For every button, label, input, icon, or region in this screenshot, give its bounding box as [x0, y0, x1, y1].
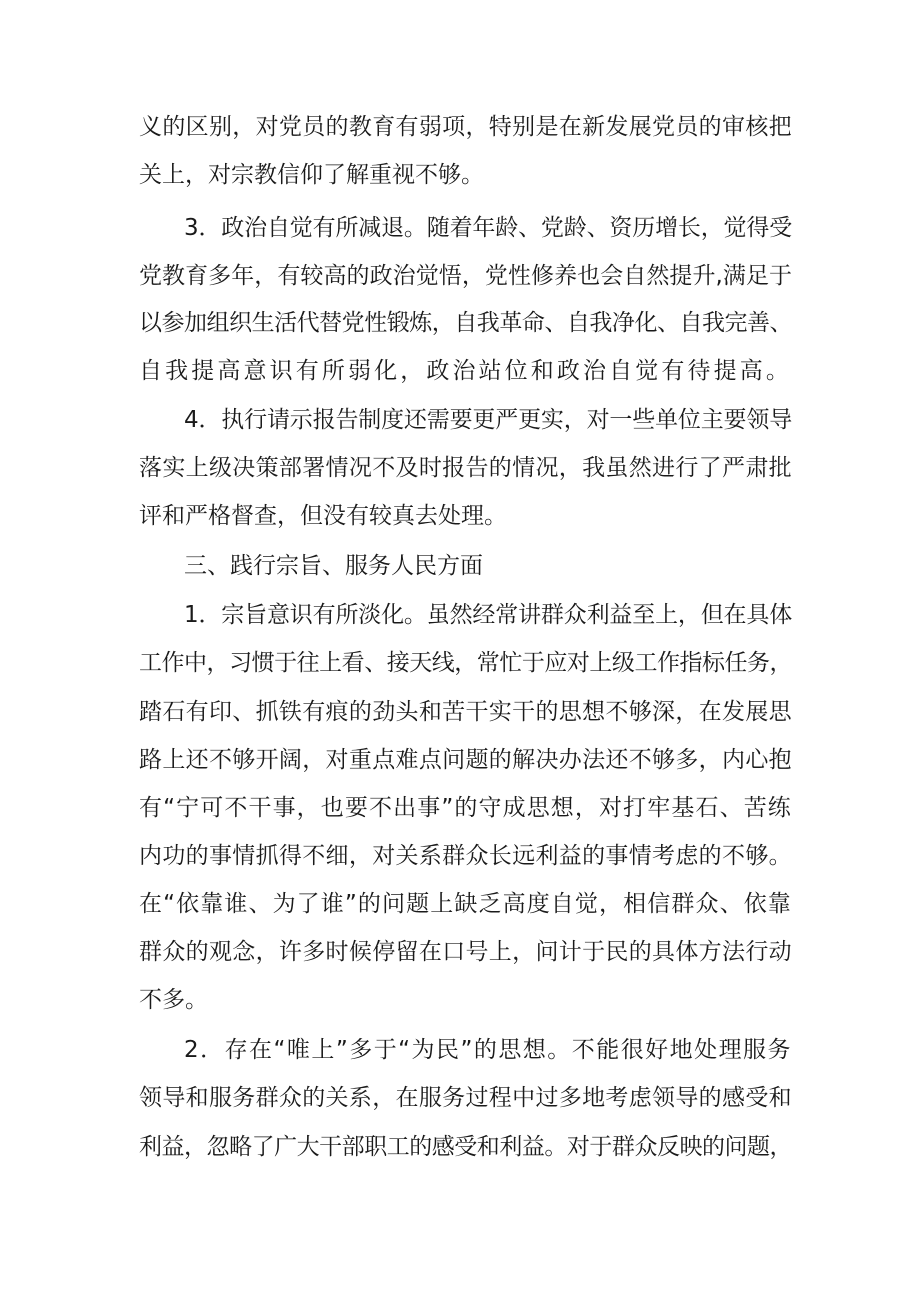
- line-text: 自我提高意识有所弱化，政治站位和政治自觉有待提高。: [139, 358, 792, 384]
- text-line: [0, 351, 920, 391]
- line-text: 2．存在“唯上”多于“为民”的思想。不能很好地处理服务: [184, 1037, 792, 1063]
- text-line: [0, 740, 920, 780]
- line-text: 1．宗旨意识有所淡化。虽然经常讲群众利益至上，但在具体: [184, 602, 793, 628]
- text-line: [0, 1078, 920, 1118]
- text-line: [0, 303, 920, 343]
- text-line: [0, 256, 920, 296]
- text-line: [0, 836, 920, 876]
- text-line: [0, 496, 920, 536]
- text-line: [0, 643, 920, 683]
- line-text: 踏石有印、抓铁有痕的劲头和苦干实干的思想不够深，在发展思: [139, 699, 792, 725]
- text-line: [0, 1127, 920, 1167]
- line-text: 不多。: [139, 987, 208, 1013]
- text-line: [0, 448, 920, 488]
- text-line: [0, 595, 920, 635]
- text-line: [0, 1030, 920, 1070]
- line-text: 工作中，习惯于往上看、接天线，常忙于应对上级工作指标任务，: [139, 650, 793, 676]
- text-line: [0, 980, 920, 1020]
- line-text: 以参加组织生活代替党性锻炼，自我革命、自我净化、自我完善、: [139, 310, 793, 336]
- text-line: [0, 155, 920, 195]
- line-text: 4．执行请示报告制度还需要更严更实，对一些单位主要领导: [184, 407, 793, 433]
- line-text: 内功的事情抓得不细，对关系群众长远利益的事情考虑的不够。: [139, 843, 792, 869]
- section-heading-text: 三、践行宗旨、服务人民方面: [184, 553, 483, 579]
- section-heading: [0, 546, 920, 586]
- line-text: 有“宁可不干事，也要不出事”的守成思想，对打牢基石、苦练: [139, 795, 792, 821]
- line-text: 党教育多年，有较高的政治觉悟，党性修养也会自然提升,满足于: [139, 263, 793, 289]
- text-line: [0, 400, 920, 440]
- line-text: 关上，对宗教信仰了解重视不够。: [139, 162, 484, 188]
- line-text: 义的区别，对党员的教育有弱项，特别是在新发展党员的审核把: [139, 114, 792, 140]
- text-line: [0, 932, 920, 972]
- text-line: [0, 788, 920, 828]
- text-line: [0, 884, 920, 924]
- line-text: 路上还不够开阔，对重点难点问题的解决办法还不够多，内心抱: [139, 747, 792, 773]
- line-text: 3．政治自觉有所减退。随着年龄、党龄、资历增长，觉得受: [184, 215, 793, 241]
- line-text: 群众的观念，许多时候停留在口号上，问计于民的具体方法行动: [139, 939, 792, 965]
- line-text: 评和严格督查，但没有较真去处理。: [139, 503, 507, 529]
- text-line: [0, 208, 920, 248]
- line-text: 利益，忽略了广大干部职工的感受和利益。对于群众反映的问题，: [139, 1134, 793, 1160]
- line-text: 领导和服务群众的关系，在服务过程中过多地考虑领导的感受和: [139, 1085, 792, 1111]
- text-line: [0, 692, 920, 732]
- line-text: 在“依靠谁、为了谁”的问题上缺乏高度自觉，相信群众、依靠: [139, 891, 792, 917]
- text-line: [0, 107, 920, 147]
- line-text: 落实上级决策部署情况不及时报告的情况，我虽然进行了严肃批: [139, 455, 792, 481]
